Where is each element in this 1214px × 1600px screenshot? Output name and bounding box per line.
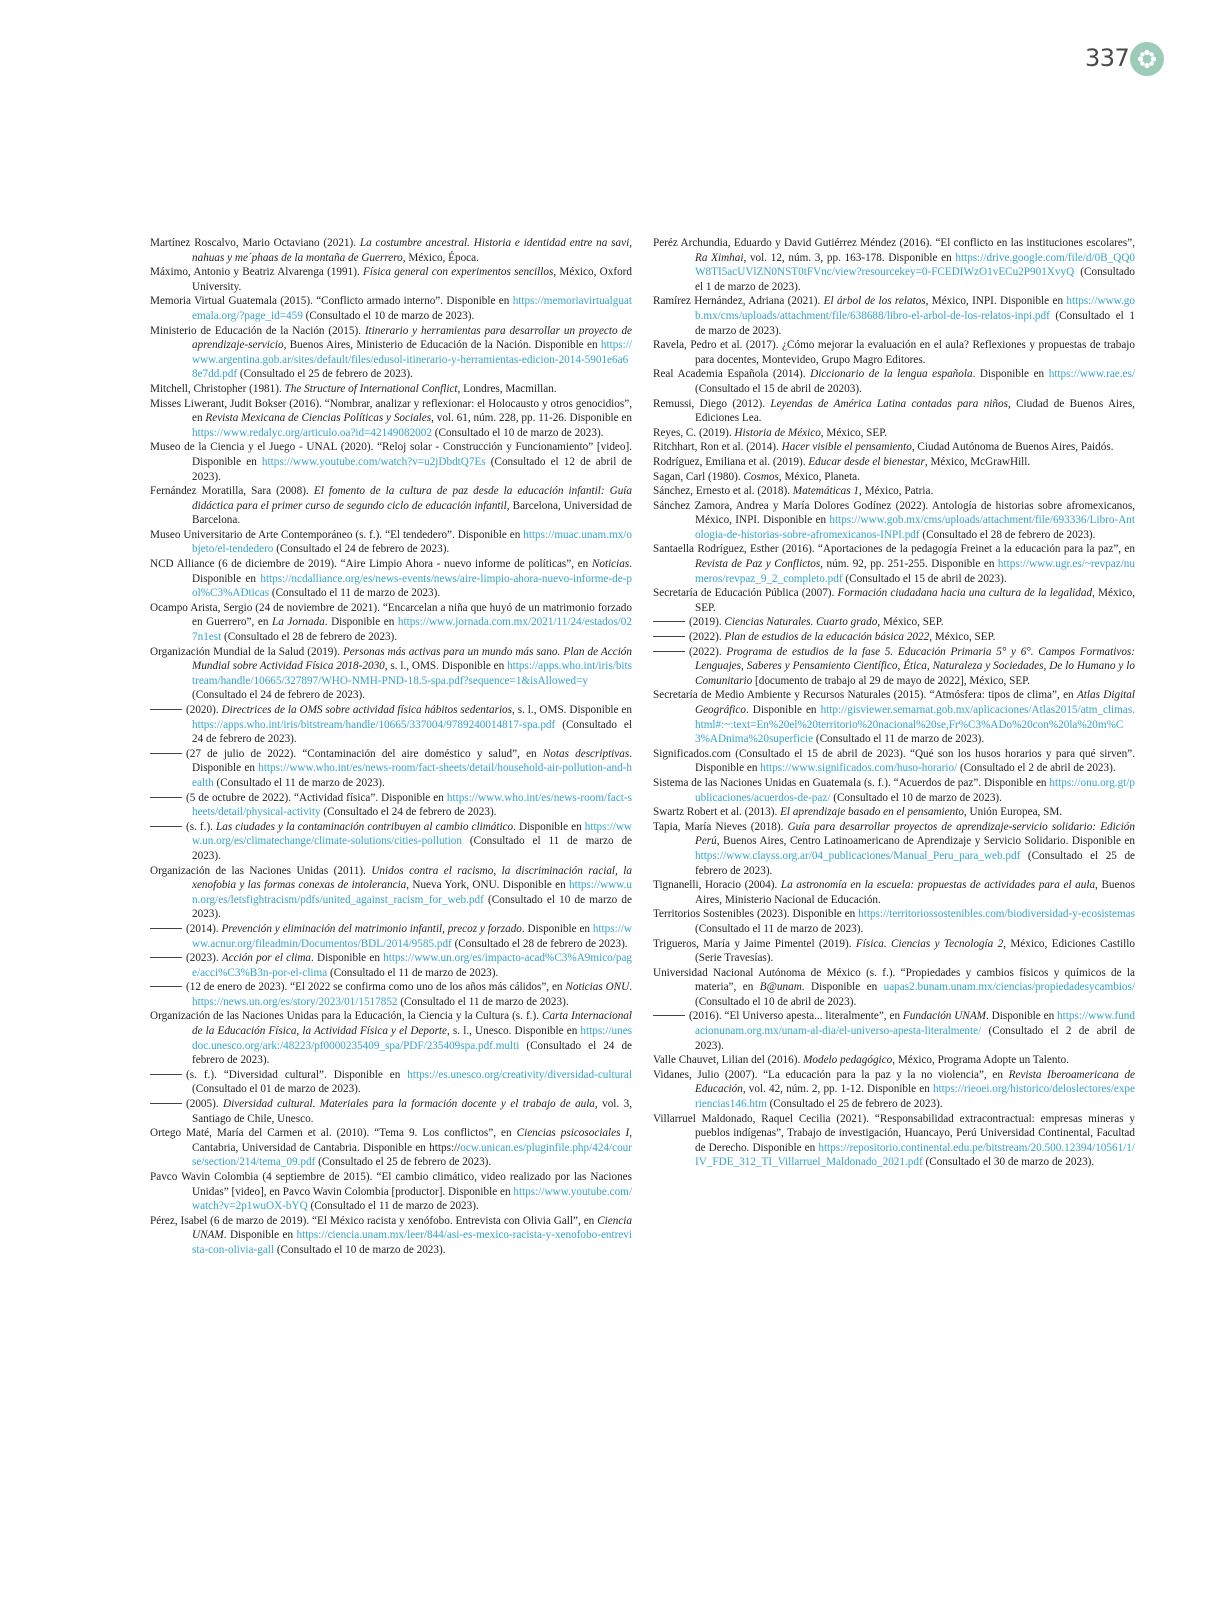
reference-text: (Consultado el 10 de marzo de 2023). bbox=[830, 791, 1002, 804]
reference-title: Diccionario de la lengua española bbox=[810, 368, 973, 381]
reference-text: (Consultado el 28 de febrero de 2023). bbox=[919, 528, 1096, 541]
reference-title: Ciencia UNAM bbox=[192, 1214, 632, 1242]
reference-text: Organización de las Naciones Unidas para la Educación, la Ciencia y la Cultura (s. f.). bbox=[150, 1010, 542, 1023]
reference-link[interactable]: uapas2.bunam.unam.mx/ciencias/propiedadesycambios/ bbox=[883, 981, 1135, 994]
reference-title: Historia de México bbox=[734, 426, 821, 439]
reference-title: Personas más activas para un mundo más sano. Plan de Acción Mundial sobre Actividad Física 2018-2030 bbox=[192, 645, 632, 673]
reference-title: Revista Mexicana de Ciencias Políticas y Sociales bbox=[205, 412, 432, 425]
reference-title: Ciencias Naturales. Cuarto grado bbox=[724, 616, 878, 629]
reference-text: , Cantabria, Universidad de Cantabria. Disponible en https:// bbox=[192, 1127, 632, 1154]
reference-entry bbox=[653, 615, 1135, 630]
reference-text: (Consultado el 24 de febrero de 2023). bbox=[192, 1039, 632, 1067]
reference-text: , México, SEP. bbox=[929, 631, 996, 644]
reference-text: (2022). bbox=[689, 645, 727, 658]
reference-title: Plan de estudios de la educación básica 2022 bbox=[724, 631, 930, 644]
reference-text: Pavco Wavin Colombia (4 septiembre de 2015). “El cambio climático, video realizado por las Naciones Unidas” [video], en Pavco Wavin Colombia [productor]. Disponible en bbox=[150, 1171, 632, 1198]
reference-text: Territorios Sostenibles (2023). Disponible en bbox=[653, 908, 859, 921]
reference-text: Pérez, Isabel (6 de marzo de 2019). “El México racista y xenófobo. Entrevista con Olivia Gall”, en bbox=[150, 1214, 598, 1227]
flower-icon bbox=[1137, 49, 1157, 69]
reference-text: (12 de enero de 2023). “El 2022 se confirma como uno de los años más cálidos”, en bbox=[186, 981, 566, 994]
reference-text: (Consultado el 24 de febrero de 2023). bbox=[320, 806, 497, 819]
reference-entry bbox=[653, 367, 1135, 396]
reference-link[interactable]: ocw.unican.es/pluginfile.php/424/course/section/214/tema_09.pdf bbox=[192, 1141, 632, 1169]
reference-link[interactable]: https://drive.google.com/file/d/0B_QQ0W8TI5acUVlZN0NST0tFVnc/view?resourcekey=0-FCEDIWzO1vECu2P901XvyQ bbox=[695, 251, 1135, 279]
reference-title: La costumbre ancestral. Historia e identidad entre na savi, nahuas y me´phaas de la montaña de Guerrero bbox=[192, 237, 632, 264]
reference-text: , Buenos Aires, Ministerio de Educación de la Nación. Disponible en bbox=[283, 339, 601, 352]
reference-entry bbox=[150, 703, 632, 747]
reference-entry bbox=[653, 688, 1135, 746]
reference-text: (Consultado el 11 de marzo de 2023). bbox=[307, 1200, 479, 1213]
reference-link[interactable]: https://ncdalliance.org/es/news-events/news/aire-limpio-ahora-nuevo-informe-de-pol%C3%ADticas bbox=[192, 572, 632, 600]
reference-text: Misses Liwerant, Judit Bokser (2016). “Nombrar, analizar y reflexionar: el Holocausto y otros genocidios”, en bbox=[150, 397, 632, 425]
reference-title: La astronomía en la escuela: propuestas de actividades para el aula bbox=[780, 879, 1096, 892]
reference-text: (2005). bbox=[186, 1098, 224, 1111]
reference-text: , Unión Europea, SM. bbox=[963, 806, 1063, 819]
reference-text: Sistema de las Naciones Unidas en Guatemala (s. f.). “Acuerdos de paz”. Disponible en bbox=[653, 776, 1050, 789]
reference-entry bbox=[150, 1009, 632, 1067]
reference-link[interactable]: https://www.clayss.org.ar/04_publicaciones/Manual_Peru_para_web.pdf bbox=[695, 849, 1021, 862]
reference-entry bbox=[653, 1112, 1135, 1170]
reference-text: (Consultado el 11 de marzo de 2023). bbox=[213, 776, 385, 789]
reference-text: Mitchell, Christopher (1981). bbox=[150, 382, 285, 395]
reference-entry bbox=[653, 586, 1135, 615]
reference-entry bbox=[150, 1170, 632, 1214]
reference-text: (s. f.). “Diversidad cultural”. Disponible en bbox=[186, 1068, 408, 1081]
reference-text: Martínez Roscalvo, Mario Octaviano (2021). bbox=[150, 237, 360, 249]
reference-title: Unidos contra el racismo, la discriminación racial, la xenofobia y las formas conexas de intolerancia bbox=[192, 864, 632, 892]
reference-title: Directrices de la OMS sobre actividad física hábitos sedentarios bbox=[221, 704, 512, 716]
reference-title: Diversidad cultural. Materiales para la formación docente y el trabajo de aula bbox=[223, 1098, 595, 1111]
reference-text: Organización de las Naciones Unidas (2011). bbox=[150, 864, 372, 877]
reference-title: Hacer visible el pensamiento bbox=[781, 441, 912, 454]
reference-title: B@unam bbox=[759, 981, 802, 994]
reference-title: The Structure of International Conflict bbox=[284, 382, 458, 395]
reference-entry bbox=[653, 397, 1135, 426]
reference-title: Acción por el clima bbox=[221, 952, 312, 965]
reference-link[interactable]: https://www.youtube.com/watch?v=2p1wuOX-bYQ bbox=[192, 1185, 632, 1213]
reference-link[interactable]: https://ciencia.unam.mx/leer/844/asi-es-mexico-racista-y-xenofobo-entrevista-con-olivia-gall bbox=[192, 1229, 632, 1256]
reference-text: Memoria Virtual Guatemala (2015). “Conflicto armado interno”. Disponible en bbox=[150, 295, 513, 308]
repeat-author-dash bbox=[150, 797, 182, 798]
reference-text: Ritchhart, Ron et al. (2014). bbox=[653, 441, 782, 454]
reference-link[interactable]: https://www.who.int/es/news-room/fact-sheets/detail/household-air-pollution-and-health bbox=[192, 762, 632, 789]
reference-text: Remussi, Diego (2012). bbox=[653, 397, 771, 410]
reference-entry bbox=[150, 1097, 632, 1126]
reference-title: Guía para desarrollar proyectos de aprendizaje-servicio solidario: Edición Perú bbox=[695, 820, 1135, 848]
reference-link[interactable]: https://apps.who.int/iris/bitstream/handle/10665/337004/9789240014817-spa.pdf bbox=[192, 718, 556, 731]
reference-link[interactable]: https://www.fundacionunam.org.mx/unam-al-dia/el-universo-apesta-literalmente/ bbox=[695, 1010, 1135, 1038]
reference-entry bbox=[653, 747, 1135, 776]
reference-text: (Consultado el 12 de abril de 2023). bbox=[192, 455, 632, 483]
reference-text: (2014). bbox=[186, 922, 222, 935]
page-number: 337 bbox=[1085, 44, 1130, 72]
reference-text: (Consultado el 01 de marzo de 2023). bbox=[192, 1083, 361, 1096]
reference-text: , México, Planeta. bbox=[778, 470, 860, 483]
reference-text: Real Academia Española (2014). bbox=[653, 368, 811, 381]
reference-title: El fomento de la cultura de paz desde la educación infantil: Guía didáctica para el primer curso de segundo ciclo de educación infantil bbox=[192, 485, 632, 512]
reference-link[interactable]: https://es.unesco.org/creativity/diversidad-cultural bbox=[407, 1068, 632, 1081]
reference-link[interactable]: https://www.un.org/es/climatechange/climate-solutions/cities-pollution bbox=[192, 820, 632, 848]
reference-text: Fernández Moratilla, Sara (2008). bbox=[150, 485, 314, 498]
reference-link[interactable]: https://www.un.org/es/impacto-acad%C3%A9mico/page/acci%C3%B3n-por-el-clima bbox=[192, 952, 633, 979]
reference-link[interactable]: https://www.redalyc.org/articulo.oa?id=42149082002 bbox=[192, 426, 432, 439]
reference-text: . Disponible en bbox=[745, 704, 821, 716]
reference-link[interactable]: https://www.gob.mx/cms/uploads/attachment/file/638688/libro-el-arbol-de-los-relatos-inpi.pdf bbox=[695, 295, 1135, 322]
reference-text: Ocampo Arista, Sergio (24 de noviembre de 2021). “Encarcelan a niña que huyó de un matrimonio forzado en Guerrero”, en bbox=[150, 601, 632, 629]
reference-title: Itinerario y herramientas para desarrollar un proyecto de aprendizaje-servicio bbox=[192, 324, 632, 352]
reference-text: Tignanelli, Horacio (2004). bbox=[653, 879, 781, 892]
reference-entry bbox=[653, 440, 1135, 455]
reference-text: (Consultado el 1 de marzo de 2023). bbox=[695, 309, 1135, 337]
reference-text: (Consultado el 30 de marzo de 2023). bbox=[922, 1156, 1095, 1169]
reference-entry bbox=[150, 820, 632, 864]
reference-link[interactable]: https://www.un.org/es/letsfightracism/pdfs/united_against_racism_for_web.pdf bbox=[192, 879, 632, 906]
reference-link[interactable]: https://rieoei.org/historico/deloslectores/experiencias146.htm bbox=[695, 1083, 1135, 1111]
reference-text: , México, SEP. bbox=[877, 616, 944, 629]
reference-text: , Londres, Macmillan. bbox=[457, 382, 557, 395]
reference-text: (27 de julio de 2022). “Contaminación del aire doméstico y salud”, en bbox=[186, 747, 543, 760]
reference-title: El árbol de los relatos bbox=[823, 295, 926, 308]
references-left-column bbox=[150, 236, 632, 1258]
reference-text: (Consultado el 10 de marzo de 2023). bbox=[431, 426, 604, 439]
reference-entry bbox=[653, 966, 1135, 1010]
repeat-author-dash bbox=[150, 826, 182, 827]
reference-entry bbox=[150, 1214, 632, 1258]
reference-text: Ramírez Hernández, Adriana (2021). bbox=[653, 295, 824, 308]
reference-text: . Disponible en bbox=[972, 368, 1049, 381]
reference-entry bbox=[150, 236, 632, 265]
reference-text: Ortego Maté, María del Carmen et al. (2010). “Tema 9. Los conflictos”, en bbox=[150, 1127, 517, 1140]
reference-text: , Barcelona, Universidad de Barcelona. bbox=[192, 499, 632, 527]
reference-link[interactable]: https://www.acnur.org/fileadmin/Documentos/BDL/2014/9585.pdf bbox=[192, 922, 632, 950]
reference-text: (s. f.). bbox=[186, 820, 217, 833]
reference-text: Villarruel Maldonado, Raquel Cecilia (2021). “Responsabilidad extracontractual: empresas mineras y pueblos indígenas”, Trabajo de investigación, Huancayo, Perú Universidad Continental, Facultad de Derecho. Disponible en bbox=[653, 1112, 1135, 1154]
reference-entry bbox=[150, 922, 632, 951]
reference-text: (Consultado el 24 de febrero de 2023). bbox=[192, 718, 632, 746]
reference-entry bbox=[150, 397, 632, 441]
reference-entry bbox=[150, 951, 632, 980]
reference-text: (2020). bbox=[186, 704, 222, 716]
reference-text: . Disponible en bbox=[192, 747, 632, 775]
reference-entry bbox=[653, 937, 1135, 966]
reference-text: (2019). bbox=[689, 616, 725, 629]
reference-title: Atlas Digital Geográfico bbox=[695, 689, 1135, 716]
reference-title: Las ciudades y la contaminación contribuyen al cambio climático bbox=[216, 820, 514, 833]
reference-entry bbox=[653, 499, 1135, 543]
reference-text: (Consultado el 11 de marzo de 2023). bbox=[192, 835, 632, 862]
reference-text: (Consultado el 11 de marzo de 2023). bbox=[813, 733, 985, 746]
reference-text: (Consultado el 24 de febrero de 2023). bbox=[273, 543, 450, 556]
repeat-author-dash bbox=[150, 1074, 182, 1075]
reference-title: Programa de estudios de la fase 5. Educación Primaria 5° y 6°. Campos Formativos: Lenguajes, Saberes y Pensamiento Científico, Ética, Naturaleza y Sociedades, De lo Humano y lo Comunitario bbox=[695, 645, 1136, 687]
reference-text: , Buenos Aires, Ministerio Nacional de Educación. bbox=[695, 879, 1136, 906]
reference-title: El aprendizaje basado en el pensamiento bbox=[780, 806, 964, 819]
reference-text: (Consultado el 2 de abril de 2023). bbox=[957, 762, 1116, 775]
reference-text: (Consultado el 11 de marzo de 2023). bbox=[695, 922, 864, 935]
reference-text: Swartz Robert et al. (2013). bbox=[653, 806, 781, 819]
reference-text: , México, SEP. bbox=[695, 587, 1136, 614]
reference-text: Vidanes, Julio (2007). “La educación para la paz y la no violencia”, en bbox=[653, 1068, 1009, 1081]
reference-title: Leyendas de América Latina contadas para niños bbox=[770, 397, 1008, 410]
reference-entry bbox=[150, 864, 632, 922]
reference-link[interactable]: https://territoriossostenibles.com/biodiversidad-y-ecosistemas bbox=[858, 908, 1135, 921]
reference-entry bbox=[653, 455, 1135, 470]
references-right-column bbox=[653, 236, 1135, 1170]
reference-text: , México, Programa Adopte un Talento. bbox=[892, 1054, 1069, 1067]
reference-title: Noticias bbox=[591, 558, 630, 571]
reference-text: Secretaría de Medio Ambiente y Recursos Naturales (2015). “Atmósfera: tipos de clima”, en bbox=[653, 689, 1077, 702]
reference-link[interactable]: https://www.gob.mx/cms/uploads/attachment/file/693336/Libro-Antologia-de-historias-sobre-afromexicanos-INPI.pdf bbox=[695, 514, 1135, 541]
reference-title: Ciencias psicosociales I bbox=[516, 1127, 630, 1140]
reference-title: Revista Iberoamericana de Educación bbox=[695, 1068, 1136, 1096]
reference-text: (Consultado el 2 de abril de 2023). bbox=[695, 1025, 1135, 1052]
reference-entry bbox=[150, 791, 632, 820]
reference-text: (Consultado el 25 de febrero de 2023). bbox=[766, 1098, 943, 1111]
reference-text: , Ciudad de Buenos Aires, Ediciones Lea. bbox=[695, 397, 1135, 425]
reference-text: (Consultado el 25 de febrero de 2023). bbox=[237, 368, 413, 381]
reference-entry bbox=[653, 1068, 1135, 1112]
repeat-author-dash bbox=[653, 1015, 685, 1016]
reference-entry bbox=[150, 528, 632, 557]
reference-text: . Disponible en bbox=[311, 952, 384, 965]
reference-text: Sagan, Carl (1980). bbox=[653, 470, 744, 483]
reference-text: (Consultado el 10 de abril de 2023). bbox=[695, 995, 857, 1008]
reference-link[interactable]: https://unesdoc.unesco.org/ark:/48223/pf0000235409_spa/PDF/235409spa.pdf.multi bbox=[192, 1025, 633, 1052]
reference-title: Fundación UNAM bbox=[902, 1010, 986, 1023]
reference-text: (Consultado el 11 de marzo de 2023). bbox=[397, 995, 569, 1008]
reference-text: Secretaría de Educación Pública (2007). bbox=[653, 587, 838, 600]
reference-title: Física general con experimentos sencillos bbox=[363, 266, 554, 279]
reference-text: Organización Mundial de la Salud (2019). bbox=[150, 645, 343, 658]
reference-link[interactable]: https://news.un.org/es/story/2023/01/1517852 bbox=[192, 995, 398, 1008]
reference-entry bbox=[653, 1009, 1135, 1053]
reference-title: Educar desde el bienestar bbox=[808, 455, 925, 468]
repeat-author-dash bbox=[150, 957, 182, 958]
reference-link[interactable]: https://www.jornada.com.mx/2021/11/24/estados/027n1est bbox=[192, 616, 632, 644]
reference-entry bbox=[653, 338, 1135, 367]
reference-text: Peréz Archundia, Eduardo y David Gutiérrez Méndez (2016). “El conflicto en las instituciones escolares”, bbox=[653, 237, 1135, 249]
reference-text: (2016). “El Universo apesta... literalmente”, en bbox=[689, 1010, 903, 1023]
reference-title: Ra Ximhai bbox=[695, 251, 744, 264]
reference-entry bbox=[150, 980, 632, 1009]
reference-text: (Consultado el 24 de febrero de 2023). bbox=[192, 689, 366, 702]
reference-entry bbox=[653, 236, 1135, 294]
reference-text: Máximo, Antonio y Beatriz Alvarenga (1991). bbox=[150, 266, 364, 279]
reference-text: Significados.com (Consultado el 15 de abril de 2023). “Qué son los husos horarios y para qué sirven”. Disponible en bbox=[653, 747, 1135, 775]
reference-entry bbox=[653, 426, 1135, 441]
reference-text: Reyes, C. (2019). bbox=[653, 426, 735, 439]
reference-title: Modelo pedagógico bbox=[803, 1054, 893, 1067]
page-badge bbox=[1130, 42, 1164, 76]
reference-text: , México, Época. bbox=[402, 251, 479, 264]
reference-text: , vol. 12, núm. 3, pp. 163-178. Disponible en bbox=[743, 251, 956, 264]
reference-entry bbox=[653, 1053, 1135, 1068]
reference-title: Matemáticas 1 bbox=[792, 485, 859, 498]
reference-text: , México, McGrawHill. bbox=[924, 455, 1031, 468]
repeat-author-dash bbox=[150, 709, 182, 710]
reference-text: , México, Patria. bbox=[858, 485, 934, 498]
reference-text: , s. l., OMS. Disponible en bbox=[512, 704, 632, 716]
reference-entry bbox=[653, 630, 1135, 645]
reference-text: Tapia, María Nieves (2018). bbox=[653, 820, 788, 833]
reference-text: , Ciudad Autónoma de Buenos Aires, Paidós. bbox=[911, 441, 1114, 454]
reference-text: , Buenos Aires, Centro Latinoamericano de Aprendizaje y Servicio Solidario. Disponible en bbox=[716, 835, 1135, 848]
reference-text: (Consultado el 15 de abril de 2023). bbox=[842, 572, 1007, 585]
reference-text: . Disponible en bbox=[192, 558, 632, 585]
reference-text: , México, Ediciones Castillo (Serie Travesías). bbox=[695, 937, 1135, 965]
reference-link[interactable]: https://muac.unam.mx/objeto/el-tendedero bbox=[192, 528, 632, 556]
reference-text: Ministerio de Educación de la Nación (2015). bbox=[150, 324, 365, 337]
reference-link[interactable]: https://www.significados.com/huso-horario/ bbox=[760, 762, 958, 775]
reference-entry bbox=[150, 265, 632, 294]
reference-entry bbox=[150, 601, 632, 645]
reference-text: Ravela, Pedro et al. (2017). ¿Cómo mejorar la evaluación en el aula? Reflexiones y propuestas de trabajo para docentes, Montevideo, Grupo Magro Editores. bbox=[653, 339, 1135, 366]
reference-entry bbox=[653, 820, 1135, 878]
repeat-author-dash bbox=[653, 651, 685, 652]
reference-entry bbox=[150, 324, 632, 382]
reference-entry bbox=[653, 470, 1135, 485]
reference-entry bbox=[653, 776, 1135, 805]
reference-text: . Disponible en bbox=[513, 820, 585, 833]
reference-title: Prevención y eliminación del matrimonio infantil, precoz y forzado bbox=[221, 922, 522, 935]
reference-entry bbox=[653, 907, 1135, 936]
reference-entry bbox=[150, 1126, 632, 1170]
repeat-author-dash bbox=[653, 636, 685, 637]
reference-text: Museo de la Ciencia y el Juego - UNAL (2020). “Reloj solar - Construcción y Funcionamiento” [video]. Disponible en bbox=[150, 441, 632, 468]
reference-text: (Consultado el 1 de marzo de 2023). bbox=[695, 266, 1135, 293]
reference-text: (Consultado el 10 de marzo de 2023). bbox=[192, 893, 632, 921]
reference-text: , vol. 61, núm. 228, pp. 11-26. Disponible en bbox=[431, 412, 632, 425]
reference-link[interactable]: https://www.argentina.gob.ar/sites/default/files/edusol-itinerario-y-herramientas-edicion-2014-5901e6a68e7dd.pdf bbox=[192, 339, 632, 381]
reference-text: , s. l., OMS. Disponible en bbox=[384, 660, 508, 673]
reference-text: , vol. 3, Santiago de Chile, Unesco. bbox=[192, 1098, 632, 1125]
reference-title: Noticias ONU bbox=[565, 981, 630, 994]
reference-text: (Consultado el 25 de febrero de 2023). bbox=[695, 849, 1135, 877]
reference-entry bbox=[653, 878, 1135, 907]
reference-text: . Disponible en bbox=[521, 922, 593, 935]
reference-text: [documento de trabajo al 29 de mayo de 2022], México, SEP. bbox=[752, 674, 1030, 687]
reference-entry bbox=[150, 484, 632, 528]
reference-text: . bbox=[629, 981, 632, 994]
reference-text: Sánchez, Ernesto et al. (2018). bbox=[653, 485, 793, 498]
reference-text: Museo Universitario de Arte Contemporáneo (s. f.). “El tendedero”. Disponible en bbox=[150, 528, 524, 541]
reference-entry bbox=[150, 747, 632, 791]
repeat-author-dash bbox=[653, 621, 685, 622]
reference-text: Rodríguez, Emiliana et al. (2019). bbox=[653, 455, 809, 468]
reference-text: (Consultado el 11 de marzo de 2023). bbox=[327, 966, 499, 979]
reference-link[interactable]: https://onu.org.gt/publicaciones/acuerdos-de-paz/ bbox=[695, 776, 1135, 804]
reference-entry bbox=[653, 294, 1135, 338]
repeat-author-dash bbox=[150, 1103, 182, 1104]
reference-text: (Consultado el 28 de febrero de 2023). bbox=[221, 631, 398, 644]
reference-link[interactable]: http://gisviewer.semarnat.gob.mx/aplicaciones/Atlas2015/atm_climas.html#:~:text=En%20el%20territorio%20nacional%20se,Fr%C3%ADo%20con%20la%20m%C3%ADnima%20superficie bbox=[695, 704, 1135, 746]
reference-text: (Consultado el 10 de marzo de 2023). bbox=[274, 1243, 446, 1256]
reference-title: Notas descriptivas bbox=[542, 747, 630, 760]
reference-text: (Consultado el 28 de febrero de 2023). bbox=[451, 937, 628, 950]
reference-text: , vol. 42, núm. 2, pp. 1-12. Disponible en bbox=[742, 1083, 933, 1096]
reference-text: , Nueva York, ONU. Disponible en bbox=[406, 879, 570, 892]
reference-link[interactable]: https://apps.who.int/iris/bitstream/handle/10665/327897/WHO-NMH-PND-18.5-spa.pdf?sequence=1&isAllowed=y bbox=[192, 660, 632, 687]
reference-text: Universidad Nacional Autónoma de México (s. f.). “Propiedades y cambios físicos y químicos de la materia”, en bbox=[653, 966, 1135, 994]
reference-text: (2022). bbox=[689, 631, 725, 644]
reference-text: . Disponible en bbox=[324, 616, 398, 629]
reference-text: , México, INPI. Disponible en bbox=[925, 295, 1067, 308]
repeat-author-dash bbox=[150, 928, 182, 929]
reference-entry bbox=[150, 645, 632, 703]
reference-text: Santaella Rodríguez, Esther (2016). “Aportaciones de la pedagogía Freinet a la educación para la paz”, en bbox=[653, 543, 1135, 556]
reference-link[interactable]: https://www.youtube.com/watch?v=u2jDbdtQ7Es bbox=[261, 455, 486, 468]
reference-entry bbox=[150, 294, 632, 323]
reference-entry bbox=[653, 542, 1135, 586]
reference-text: (5 de octubre de 2022). “Actividad física”. Disponible en bbox=[186, 791, 447, 804]
reference-text: . Disponible en bbox=[985, 1010, 1058, 1023]
reference-entry bbox=[150, 557, 632, 601]
reference-text: (Consultado el 10 de marzo de 2023). bbox=[302, 309, 475, 322]
reference-text: Trigueros, María y Jaime Pimentel (2019). bbox=[653, 937, 856, 950]
reference-title: Formación ciudadana hacia una cultura de la legalidad bbox=[837, 587, 1093, 600]
reference-text: (2023). bbox=[186, 952, 222, 965]
reference-text: (Consultado el 25 de febrero de 2023). bbox=[315, 1156, 492, 1169]
reference-text: Valle Chauvet, Lilian del (2016). bbox=[653, 1054, 804, 1067]
reference-title: Carta Internacional de la Educación Física, la Actividad Física y el Deporte bbox=[192, 1010, 632, 1038]
reference-title: Revista de Paz y Conflictos bbox=[695, 558, 821, 571]
reference-link[interactable]: https://www.rae.es/ bbox=[1048, 368, 1135, 381]
repeat-author-dash bbox=[150, 753, 182, 754]
reference-entry bbox=[653, 805, 1135, 820]
reference-entry bbox=[150, 382, 632, 397]
reference-text: Sánchez Zamora, Andrea y María Dolores Godínez (2022). Antología de historias sobre afromexicanos, México, INPI. Disponible en bbox=[653, 499, 1135, 527]
reference-link[interactable]: https://memoriavirtualguatemala.org/?page_id=459 bbox=[192, 295, 632, 322]
reference-link[interactable]: https://www.ugr.es/~revpaz/numeros/revpaz_9_2_completo.pdf bbox=[695, 558, 1135, 585]
reference-link[interactable]: https://www.who.int/es/news-room/fact-sheets/detail/physical-activity bbox=[192, 791, 632, 819]
reference-title: Física. Ciencias y Tecnología 2 bbox=[855, 937, 1004, 950]
reference-text: . Disponible en bbox=[801, 981, 884, 994]
reference-link[interactable]: https://repositorio.continental.edu.pe/bitstream/20.500.12394/10561/1/IV_FDE_312_TI_Villarruel_Maldonado_2021.pdf bbox=[695, 1141, 1135, 1169]
repeat-author-dash bbox=[150, 986, 182, 987]
reference-text: , México, SEP. bbox=[820, 426, 887, 439]
reference-text: , núm. 92, pp. 251-255. Disponible en bbox=[820, 558, 998, 571]
reference-text: , s. l., Unesco. Disponible en bbox=[447, 1025, 581, 1038]
reference-title: La Jornada bbox=[272, 616, 325, 629]
reference-entry bbox=[150, 440, 632, 484]
reference-text: (Consultado el 15 de abril de 20203). bbox=[695, 382, 862, 395]
reference-entry bbox=[150, 1068, 632, 1097]
reference-text: NCD Alliance (6 de diciembre de 2019). “Aire Limpio Ahora - nuevo informe de políticas”, en bbox=[150, 558, 592, 571]
reference-entry bbox=[653, 484, 1135, 499]
reference-entry bbox=[653, 645, 1135, 689]
reference-text: (Consultado el 11 de marzo de 2023). bbox=[269, 587, 441, 600]
reference-text: , México, Oxford University. bbox=[192, 266, 632, 293]
reference-title: Cosmos bbox=[743, 470, 779, 483]
reference-text: . Disponible en bbox=[223, 1229, 297, 1242]
